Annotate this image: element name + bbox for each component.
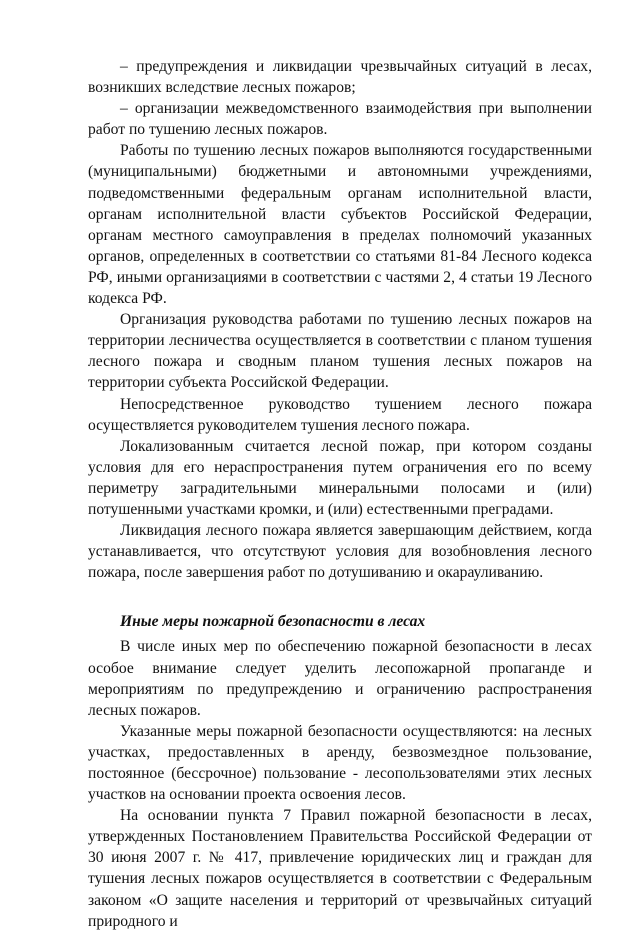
paragraph-localized-fire: Локализованным считается лесной пожар, при котором созданы условия для его нераспространения путем ограничения его по всему периметру заградительными минеральными полосами и (или) потушенными участками кромки, и (или) естественными преградами. bbox=[88, 437, 592, 518]
section-heading: Иные меры пожарной безопасности в лесах bbox=[120, 613, 426, 631]
paragraph-organization-of-management: Организация руководства работами по тушению лесных пожаров на территории лесничества осуществляется в соответствии с планом тушения лесного пожара и сводным планом тушения лесных пожаров на территории субъекта Российской Федерации. bbox=[88, 311, 592, 392]
paragraph-prevention-emergencies: – предупреждения и ликвидации чрезвычайных ситуаций в лесах, возникших вследствие лесных пожаров; bbox=[88, 58, 592, 97]
section-spacer bbox=[88, 583, 592, 593]
paragraph-firefighting-works: Работы по тушению лесных пожаров выполняются государственными (муниципальными) бюджетными и автономными учреждениями, подведомственными федеральным органам исполнительной власти, органам исполнительной власти субъектов Российской Федерации, органам местного самоуправления в пределах полномочий указанных органов, определенных в соответствии со статьями 81-84 Лесного кодекса РФ, иными организациями в соответствии с частями 2, 4 статьи 19 Лесного кодекса РФ. bbox=[88, 142, 592, 308]
paragraph-fire-liquidation: Ликвидация лесного пожара является завершающим действием, когда устанавливается, что отсутствуют условия для возобновления лесного пожара, после завершения работ по дотушиванию и окарауливанию. bbox=[88, 522, 592, 582]
paragraph-rules-point-7: На основании пункта 7 Правил пожарной безопасности в лесах, утвержденных Постановлением Правительства Российской Федерации от 30 июня 2007 г. № 417, привлечение юридических лиц и граждан для тушения лесных пожаров осуществляется в соответствии с Федеральным законом «О защите населения и территорий от чрезвычайных ситуаций природного и bbox=[88, 807, 592, 930]
paragraph-fire-propaganda: В числе иных мер по обеспечению пожарной безопасности в лесах особое внимание следует уделить лесопожарной пропаганде и мероприятиям по предупреждению и ограничению распространения лесных пожаров. bbox=[88, 638, 592, 719]
paragraph-interagency-cooperation: – организации межведомственного взаимодействия при выполнении работ по тушению лесных пожаров. bbox=[88, 100, 592, 139]
paragraph-lease-measures: Указанные меры пожарной безопасности осуществляются: на лесных участках, предоставленных в аренду, безвозмездное пользование, постоянное (бессрочное) пользование - лесопользователями этих лесных участков на основании проекта освоения лесов. bbox=[88, 722, 592, 804]
document-body bbox=[88, 56, 592, 932]
paragraph-direct-management: Непосредственное руководство тушением лесного пожара осуществляется руководителем тушения лесного пожара. bbox=[88, 395, 592, 434]
